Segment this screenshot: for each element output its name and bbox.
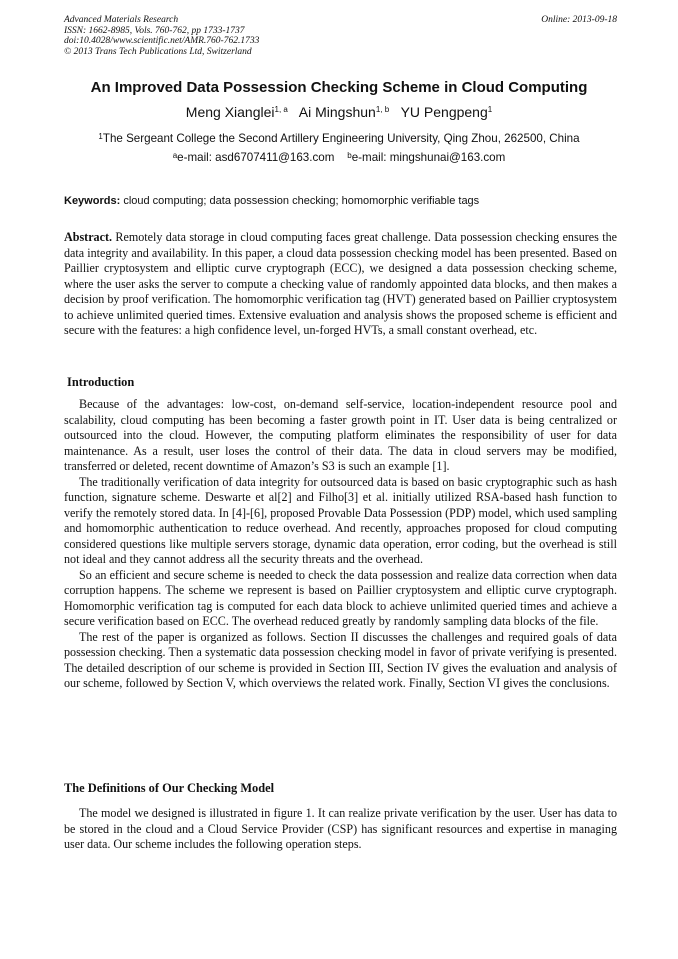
section-heading-introduction: Introduction xyxy=(67,375,135,389)
affiliation xyxy=(20,131,658,147)
paragraph: The model we designed is illustrated in figure 1. It can realize private verification by the user. User has data to be stored in the cloud and a Cloud Service Provider (CSP) has significant resources and expertise in managing user data. Our scheme includes the following operation steps. xyxy=(64,806,617,851)
email-b: e-mail: mingshunai@163.com xyxy=(351,151,506,164)
author-superscript: 1, a xyxy=(274,105,288,114)
journal-name: Advanced Materials Research xyxy=(64,15,179,25)
paper-title: An Improved Data Possession Checking Scheme in Cloud Computing xyxy=(90,79,588,96)
paragraph: The rest of the paper is organized as follows. Section II discusses the challenges and required goals of data possession checking. Then a systematic data possession checking model in favor of private verifying is presented. The detailed description of our scheme is provided in Section III, Section IV gives the evaluation and analysis of our scheme, followed by Section V, which overviews the related work. Finally, Section VI gives the conclusions. xyxy=(64,629,617,690)
author-emails xyxy=(40,150,638,166)
introduction-body xyxy=(64,397,617,692)
keywords-text: cloud computing; data possession checking; homomorphic verifiable tags xyxy=(123,195,480,207)
author-list xyxy=(40,102,638,122)
copyright-line: © 2013 Trans Tech Publications Ltd, Switzerland xyxy=(64,46,252,57)
abstract xyxy=(64,230,617,339)
keywords xyxy=(64,194,617,209)
author-superscript: 1 xyxy=(487,105,493,114)
email-superscript: b xyxy=(347,151,352,160)
author-name: Ai Mingshun xyxy=(298,104,376,120)
paragraph: So an efficient and secure scheme is needed to check the data possession and realize data correction when data corruption happens. The scheme we represent is based on Paillier cryptosystem and elliptic curve cryptograph. Homomorphic verification tag is computed for each data block to achieve unlimited queried times and achieve a secure verification based on ECC. The overhead reduced greatly by randomly sampling data blocks of the file. xyxy=(64,567,617,628)
author-name: Meng Xianglei xyxy=(185,104,275,120)
paragraph: Because of the advantages: low-cost, on-demand self-service, location-independent resource pool and scalability, cloud computing has been becoming a faster growth point in IT. User data is being centralized or outsourced into the cloud. However, the computing platform eliminates the responsibility of user for data maintenance. As a result, user loses the control of their data. The data in cloud servers may be modified, transferred or deleted, recent downtime of Amazon’s S3 is such an example [1]. xyxy=(64,397,617,473)
issn-line: ISSN: 1662-8985, Vols. 760-762, pp 1733-1737 xyxy=(64,25,245,36)
paragraph: The traditionally verification of data integrity for outsourced data is based on basic cryptographic such as hash function, signature scheme. Deswarte et al[2] and Filho[3] et al. initially utilized RSA-based hash function to verify the remotely stored data. In [4]-[6], proposed Provable Data Possession (PDP) model, which used sampling and homomorphic authentication to reduce overhead. And recently, approaches proposed for cloud computing considered questions like multiple servers storage, dynamic data operation, error coding, but the overhead is still not ideal and they cannot address all the security threats and the overhead. xyxy=(64,474,617,566)
journal-header xyxy=(64,15,617,57)
author-superscript: 1, b xyxy=(375,105,390,114)
affiliation-text: The Sergeant College the Second Artillery Engineering University, Qing Zhou, 262500, China xyxy=(102,132,580,145)
keywords-label: Keywords: xyxy=(64,195,121,207)
email-a: e-mail: asd6707411@163.com xyxy=(177,151,335,164)
email-superscript: a xyxy=(172,151,178,160)
online-date: Online: 2013-09-18 xyxy=(541,15,617,25)
affiliation-superscript: 1 xyxy=(98,132,103,141)
section-heading-model: The Definitions of Our Checking Model xyxy=(64,781,275,795)
author-name: YU Pengpeng xyxy=(400,104,488,120)
model-section-body xyxy=(64,806,617,853)
abstract-text: Remotely data storage in cloud computing faces great challenge. Data possession checking ensures the data integrity and availability. In this paper, a cloud data possession checking model has been presented. Based on Paillier cryptosystem and elliptic curve cryptograph (ECC), we designed a data possession checking scheme, where the user asks the server to compute a checking value of randomly appointed data blocks, and then makes a decision by proof verification. The homomorphic verification tag (HVT) generated based on Paillier cryptosystem to achieve unlimited queried times. Extensive evaluation and analysis shows the proposed scheme is efficient and secure with the features: a high confidence level, un-forged HVTs, a small constant overhead, etc. xyxy=(64,230,617,337)
doi-line: doi:10.4028/www.scientific.net/AMR.760-762.1733 xyxy=(64,36,260,47)
abstract-label: Abstract. xyxy=(64,230,113,244)
